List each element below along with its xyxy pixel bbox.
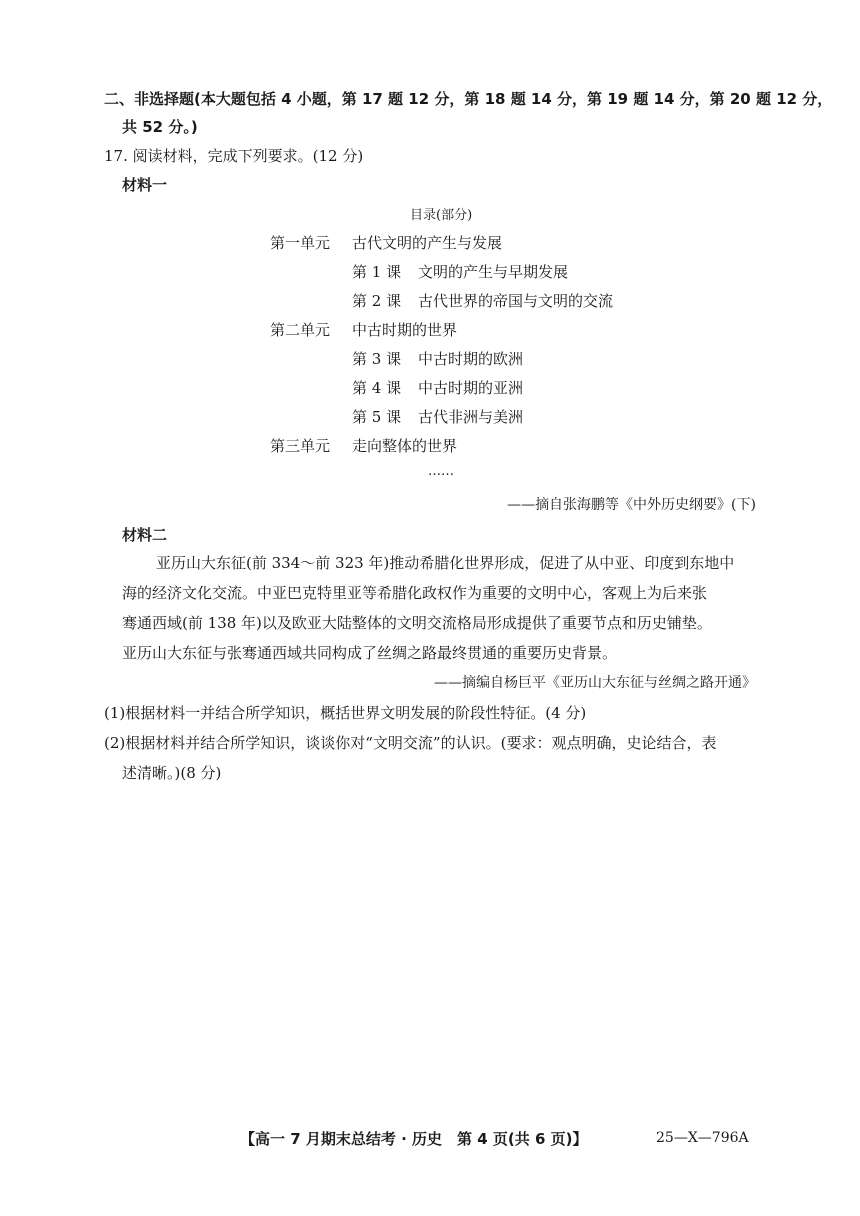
material2-source: ——摘编自杨巨平《亚历山大东征与丝绸之路开通》 xyxy=(434,675,756,691)
material2-label: 材料二 xyxy=(122,526,168,544)
toc-lesson-4-title: 中古时期的亚洲 xyxy=(418,379,524,397)
sub-question-2-line2: 述清晰。)(8 分) xyxy=(122,764,222,782)
section-heading-line2: 共 52 分。) xyxy=(122,118,198,136)
footer-code: 25—X—796A xyxy=(656,1130,749,1146)
toc-lesson-3-title: 中古时期的欧洲 xyxy=(418,350,524,368)
toc-unit-2-label: 第二单元 xyxy=(270,321,331,339)
toc-lesson-3-label: 第 3 课 xyxy=(352,350,402,368)
toc-unit-3-title: 走向整体的世界 xyxy=(352,437,458,455)
toc-lesson-1-title: 文明的产生与早期发展 xyxy=(418,263,569,281)
toc-lesson-5-label: 第 5 课 xyxy=(352,408,402,426)
material2-line-2: 海的经济文化交流。中亚巴克特里亚等希腊化政权作为重要的文明中心，客观上为后来张 xyxy=(122,584,708,602)
toc-lesson-5-title: 古代非洲与美洲 xyxy=(418,408,524,426)
footer-exam-label: 【高一 7 月期末总结考 · 历史 第 4 页(共 6 页)】 xyxy=(240,1130,588,1148)
toc-ellipsis: …… xyxy=(428,464,454,479)
sub-question-1: (1)根据材料一并结合所学知识，概括世界文明发展的阶段性特征。(4 分) xyxy=(104,704,587,722)
material1-label: 材料一 xyxy=(122,176,168,194)
toc-lesson-4-label: 第 4 课 xyxy=(352,379,402,397)
toc-unit-1-label: 第一单元 xyxy=(270,234,331,252)
section-heading-line1: 二、非选择题(本大题包括 4 小题，第 17 题 12 分，第 18 题 14 分，第 19 题 14 分，第 20 题 12 分， xyxy=(104,90,833,108)
sub-question-2-line1: (2)根据材料并结合所学知识，谈谈你对“文明交流”的认识。(要求：观点明确，史论结合，表 xyxy=(104,734,717,752)
toc-lesson-1-label: 第 1 课 xyxy=(352,263,402,281)
material2-line-4: 亚历山大东征与张骞通西域共同构成了丝绸之路最终贯通的重要历史背景。 xyxy=(122,644,618,662)
toc-unit-3-label: 第三单元 xyxy=(270,437,331,455)
toc-title: 目录(部分) xyxy=(410,208,473,223)
toc-unit-1-title: 古代文明的产生与发展 xyxy=(352,234,503,252)
question-17-stem: 17. 阅读材料，完成下列要求。(12 分) xyxy=(104,147,364,165)
toc-lesson-2-label: 第 2 课 xyxy=(352,292,402,310)
material2-line-1: 亚历山大东征(前 334～前 323 年)推动希腊化世界形成，促进了从中亚、印度到东地中 xyxy=(156,554,735,572)
material1-source: ——摘自张海鹏等《中外历史纲要》(下) xyxy=(507,497,756,513)
material2-line-3: 骞通西域(前 138 年)以及欧亚大陆整体的文明交流格局形成提供了重要节点和历史铺垫。 xyxy=(122,614,712,632)
toc-unit-2-title: 中古时期的世界 xyxy=(352,321,458,339)
toc-lesson-2-title: 古代世界的帝国与文明的交流 xyxy=(418,292,614,310)
